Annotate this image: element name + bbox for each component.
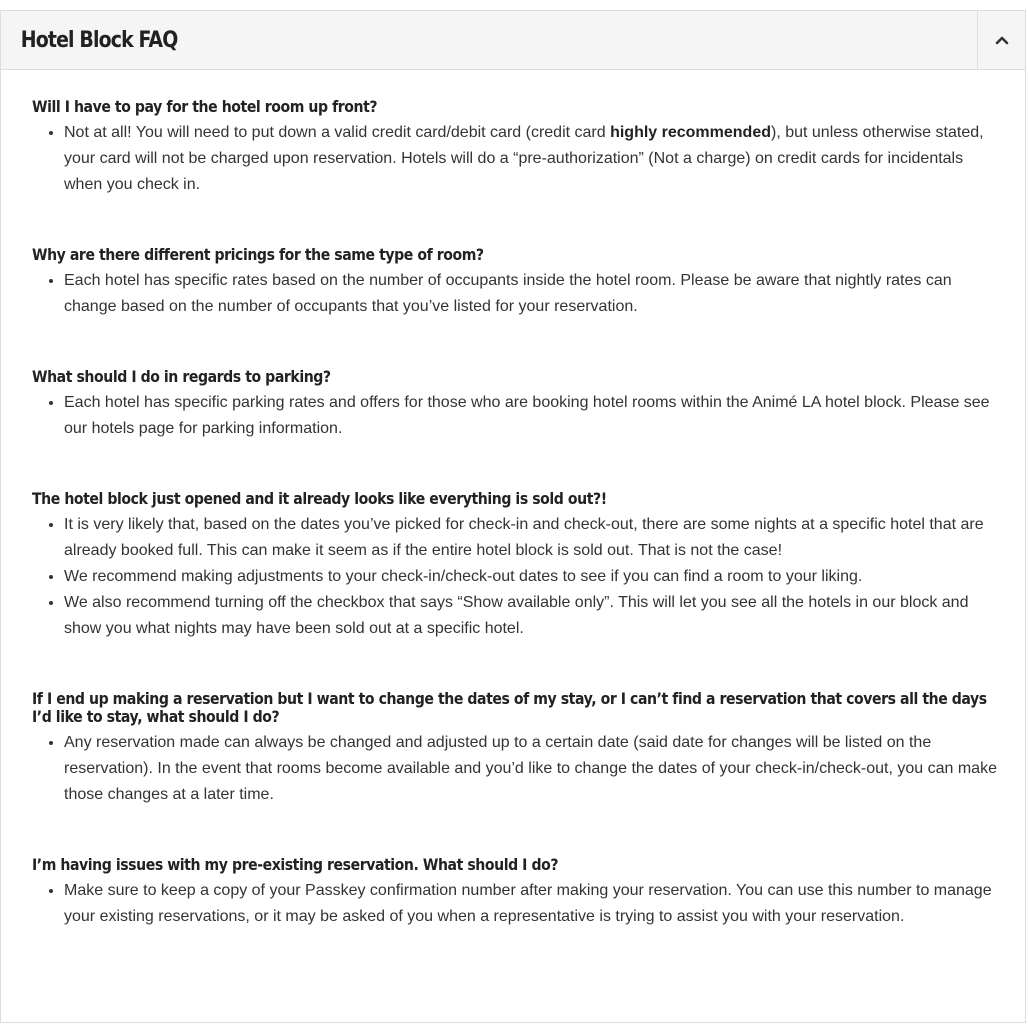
hotel-block-faq-accordion: [0, 10, 1026, 1023]
faq-item-parking: [32, 368, 1001, 442]
chevron-up-icon: [995, 35, 1009, 45]
faq-item-existing-reservation: [32, 856, 1001, 930]
faq-question: The hotel block just opened and it already looks like everything is sold out?!: [32, 489, 607, 508]
faq-answer-list: [32, 878, 1001, 930]
faq-question: Why are there different pricings for the same type of room?: [32, 245, 484, 264]
faq-answer: • Each hotel has specific parking rates and offers for those who are booking hotel rooms within the Animé LA hotel block. Please see our hotels page for parking information.: [64, 390, 1001, 442]
faq-answer-list: [32, 120, 1001, 198]
faq-answer-list: [32, 730, 1001, 808]
faq-question: Will I have to pay for the hotel room up front?: [32, 97, 378, 116]
faq-item-payment: [32, 98, 1001, 198]
faq-item-sold-out: [32, 490, 1001, 642]
faq-item-change-dates: [32, 690, 1001, 808]
faq-answer: • We recommend making adjustments to your check-in/check-out dates to see if you can find a room to your liking.: [64, 564, 1001, 590]
faq-answer-list: [32, 512, 1001, 642]
faq-answer-list: [32, 268, 1001, 320]
emphasis-text: highly recommended: [610, 124, 771, 141]
faq-question: If I end up making a reservation but I want to change the dates of my stay, or I can’t find a reservation that covers all the days I’d like to stay, what should I do?: [32, 689, 987, 726]
faq-item-pricing: [32, 246, 1001, 320]
faq-answer: • Make sure to keep a copy of your Passkey confirmation number after making your reservation. You can use this number to manage your existing reservations, or it may be asked of you when a representative is trying to assist you with your reservation.: [64, 878, 1001, 930]
accordion-title: Hotel Block FAQ: [20, 27, 178, 53]
accordion-header[interactable]: [1, 11, 1025, 70]
faq-question: What should I do in regards to parking?: [32, 367, 331, 386]
faq-answer: • It is very likely that, based on the dates you’ve picked for check-in and check-out, there are some nights at a specific hotel that are already booked full. This can make it seem as if the entire hotel block is sold out. That is not the case!: [64, 512, 1001, 564]
collapse-toggle-button[interactable]: [977, 11, 1025, 69]
faq-answer: • Each hotel has specific rates based on the number of occupants inside the hotel room. Please be aware that nightly rates can change based on the number of occupants that you’ve listed for your reservation.: [64, 268, 1001, 320]
faq-question: I’m having issues with my pre-existing reservation. What should I do?: [32, 855, 559, 874]
faq-answer-list: [32, 390, 1001, 442]
accordion-body: [1, 70, 1025, 930]
faq-answer: • Any reservation made can always be changed and adjusted up to a certain date (said date for changes will be listed on the reservation). In the event that rooms become available and you’d like to change the dates of your check-in/check-out, you can make those changes at a later time.: [64, 730, 1001, 808]
faq-answer: • We also recommend turning off the checkbox that says “Show available only”. This will let you see all the hotels in our block and show you what nights may have been sold out at a specific hotel.: [64, 590, 1001, 642]
faq-answer: • Not at all! You will need to put down a valid credit card/debit card (credit card highly recommended), but unless otherwise stated, your card will not be charged upon reservation. Hotels will do a “pre-authorization” (Not a charge) on credit cards for incidentals when you check in.: [64, 120, 1001, 198]
